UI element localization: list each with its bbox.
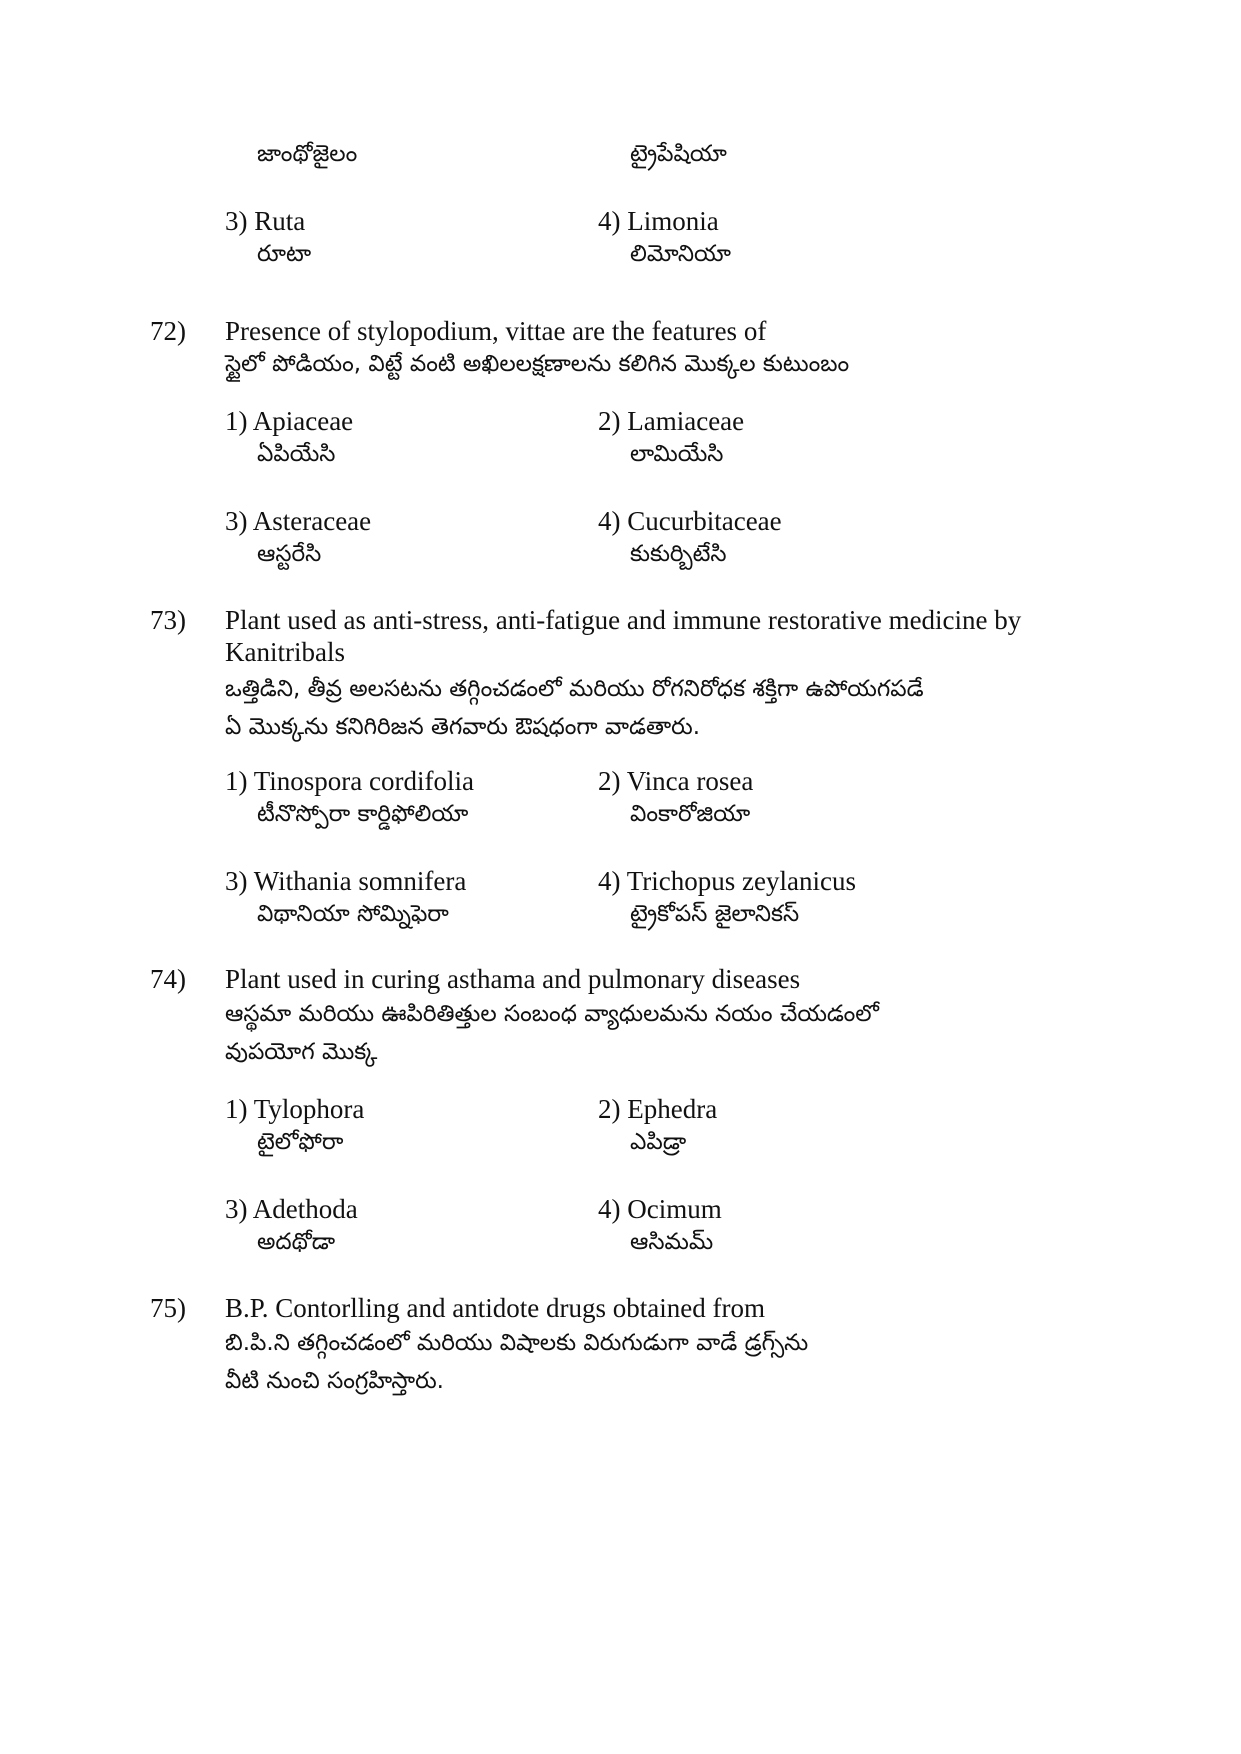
question-number: 75) [150,1293,186,1323]
question-75 [225,1292,1125,1398]
option-1 [225,1093,585,1159]
option-telugu: టైలోఫోరా [257,1129,344,1155]
option-label: 3) Adethoda [225,1194,358,1224]
option-telugu: ఏపియేసి [257,441,336,467]
option-2 [598,765,958,831]
option-telugu: జాంథోజైలం [257,141,358,167]
prev-option-3 [225,205,585,271]
question-text-telugu: ఆస్థమా మరియు ఊపిరితిత్తుల సంబంధ వ్యాధులమను నయం చేయడంలో [225,1001,879,1027]
option-telugu: వింకారోజియా [630,801,751,827]
option-4 [598,505,958,571]
option-3 [225,865,585,931]
option-telugu: కుకుర్బిటేసి [630,541,727,567]
option-telugu: అదథోడా [257,1229,336,1255]
option-label: 2) Vinca rosea [598,766,754,796]
question-text: Plant used as anti-stress, anti-fatigue and immune restorative medicine by Kanitribals [225,605,1022,667]
question-text-telugu: స్టైలో పోడియం, విట్టే వంటి అఖిలలక్షణాలను కలిగిన మొక్కల కుటుంబం [225,351,850,377]
question-73 [225,604,1115,744]
option-4 [598,865,958,931]
option-telugu: ఆస్టరేసి [257,541,322,567]
option-telugu: విథానియా సోమ్నిఫెరా [257,901,449,927]
option-4 [598,1193,958,1259]
option-3 [225,505,585,571]
prev-option-4 [598,205,958,271]
option-label: 4) Cucurbitaceae [598,506,782,536]
question-text: B.P. Contorlling and antidote drugs obtained from [225,1293,765,1323]
option-1 [225,765,585,831]
prev-option-2-telugu-cont-b [598,137,958,171]
question-number: 73) [150,605,186,635]
option-label: 1) Tinospora cordifolia [225,766,474,796]
option-label: 2) Lamiaceae [598,406,745,436]
option-telugu: లామియేసి [630,441,724,467]
option-telugu: ఎపిడ్రా [630,1129,687,1155]
option-telugu: ట్రైకోపస్ జైలానికస్ [630,901,800,927]
option-telugu: ఆసిమమ్ [630,1229,714,1255]
option-label: 3) Asteraceae [225,506,372,536]
question-74 [225,963,1125,1069]
option-telugu: లిమోనియా [630,241,731,267]
option-telugu: టీనొస్పోరా కార్డిఫోలియా [257,801,469,827]
option-label: 4) Ocimum [598,1194,722,1224]
question-text-telugu: వుపయోగ మొక్క [225,1039,378,1065]
question-text-telugu: ఏ మొక్కను కనిగిరిజన తెగవారు ఔషధంగా వాడతారు. [225,714,701,740]
option-label: 3) Ruta [225,206,306,236]
question-72 [225,315,1125,381]
question-text-telugu: ఒత్తిడిని, తీవ్ర అలసటను తగ్గించడంలో మరియు రోగనిరోధక శక్తిగా ఉపోయగపడే [225,676,924,702]
option-3 [225,1193,585,1259]
option-telugu: రూటా [257,241,312,267]
prev-option-2-telugu-cont [225,137,585,171]
option-label: 1) Tylophora [225,1094,365,1124]
option-label: 4) Trichopus zeylanicus [598,866,856,896]
option-2 [598,405,958,471]
option-label: 3) Withania somnifera [225,866,467,896]
question-text: Presence of stylopodium, vittae are the features of [225,316,767,346]
question-text-telugu: వీటి నుంచి సంగ్రహిస్తారు. [225,1368,444,1394]
option-label: 4) Limonia [598,206,719,236]
question-number: 74) [150,964,186,994]
option-2 [598,1093,958,1159]
question-text: Plant used in curing asthama and pulmonary diseases [225,964,801,994]
option-label: 1) Apiaceae [225,406,354,436]
option-1 [225,405,585,471]
option-label: 2) Ephedra [598,1094,718,1124]
option-telugu: ట్రైపేషియా [630,141,727,167]
question-number: 72) [150,316,186,346]
question-text-telugu: బి.పి.ని తగ్గించడంలో మరియు విషాలకు విరుగుడుగా వాడే డ్రగ్స్‌ను [225,1330,809,1356]
